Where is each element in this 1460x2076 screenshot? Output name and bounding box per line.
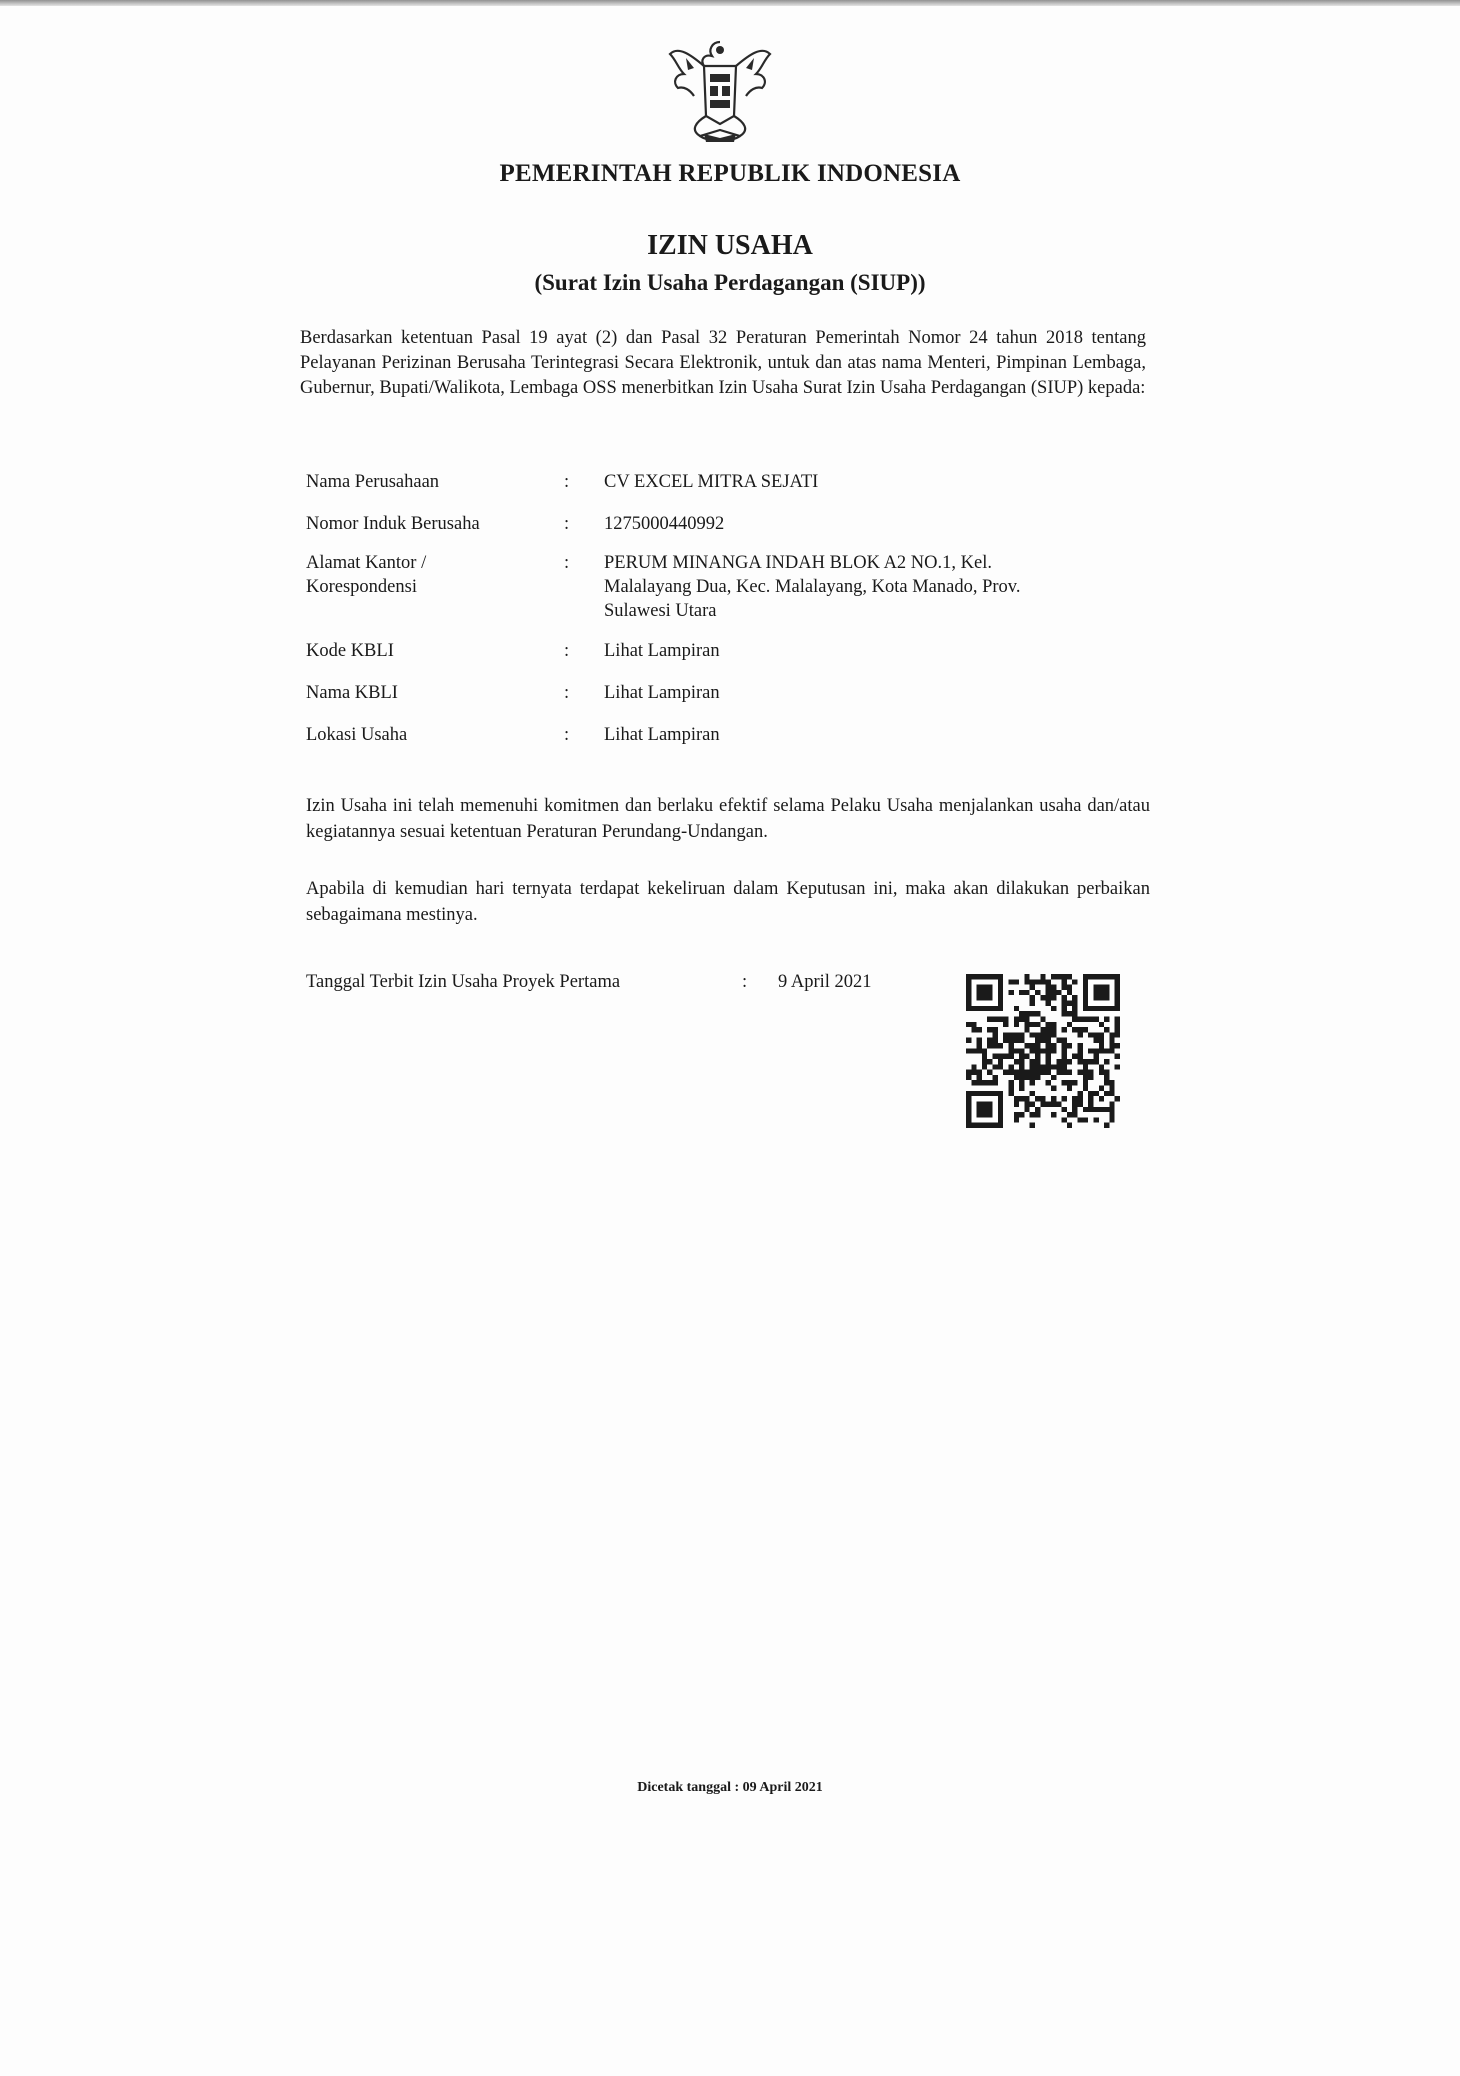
issue-date-value: 9 April 2021: [778, 972, 872, 992]
field-label: Lokasi Usaha: [306, 725, 408, 745]
print-date: Dicetak tanggal : 09 April 2021: [637, 1780, 823, 1795]
location-value: Lihat Lampiran: [604, 725, 720, 745]
address-label-line: Korespondensi: [306, 577, 417, 597]
validity-paragraph: Izin Usaha ini telah memenuhi komitmen dan berlaku efektif selama Pelaku Usaha menjalankan usaha dan/atau kegiatannya sesuai ketentuan Peraturan Perundang-Undangan.: [306, 796, 1150, 842]
document-subtitle: (Surat Izin Usaha Perdagangan (SIUP)): [534, 270, 926, 295]
issue-date-row: [306, 972, 872, 993]
kbli-name-value: Lihat Lampiran: [604, 683, 720, 703]
field-colon: :: [564, 725, 570, 745]
kbli-code-value: Lihat Lampiran: [604, 641, 720, 661]
business-details: [306, 470, 1146, 747]
field-row-nib: [306, 512, 1146, 536]
address-line: Malalayang Dua, Kec. Malalayang, Kota Manado, Prov.: [604, 577, 1021, 597]
field-row-kbli-name: [306, 681, 1146, 705]
field-row-kbli-code: [306, 639, 1146, 663]
nib-value: 1275000440992: [604, 514, 725, 534]
address-label-line: Alamat Kantor /: [306, 553, 427, 573]
field-colon: :: [564, 472, 570, 492]
field-label: Nama Perusahaan: [306, 472, 440, 492]
qr-code-icon: [966, 972, 1120, 1130]
government-title: PEMERINTAH REPUBLIK INDONESIA: [499, 160, 961, 187]
field-row-company-name: [306, 470, 1146, 494]
field-row-address: [306, 551, 1146, 623]
intro-paragraph: Berdasarkan ketentuan Pasal 19 ayat (2) dan Pasal 32 Peraturan Pemerintah Nomor 24 tahun 2018 tentang Pelayanan Perizinan Berusaha Terintegrasi Secara Elektronik, untuk dan atas nama Menteri, Pimpinan Lembaga, Gubernur, Bupati/Walikota, Lembaga OSS menerbitkan Izin Usaha Surat Izin Usaha Perdagangan (SIUP) kepada:: [300, 328, 1146, 398]
document-title: IZIN USAHA: [647, 230, 813, 261]
address-value: [604, 551, 1144, 623]
field-label: Nomor Induk Berusaha: [306, 514, 480, 534]
field-colon: :: [564, 553, 570, 573]
issue-date-colon: :: [742, 972, 748, 992]
field-colon: :: [564, 683, 570, 703]
field-row-location: [306, 723, 1146, 747]
issue-date-label: Tanggal Terbit Izin Usaha Proyek Pertama: [306, 972, 621, 992]
company-name-value: CV EXCEL MITRA SEJATI: [604, 472, 819, 492]
field-label: Nama KBLI: [306, 683, 398, 703]
scan-top-edge: [0, 0, 1460, 6]
garuda-emblem-icon: [660, 24, 780, 148]
field-label: Kode KBLI: [306, 641, 394, 661]
address-line: Sulawesi Utara: [604, 601, 717, 621]
address-line: PERUM MINANGA INDAH BLOK A2 NO.1, Kel.: [604, 553, 992, 573]
correction-paragraph: Apabila di kemudian hari ternyata terdapat kekeliruan dalam Keputusan ini, maka akan dilakukan perbaikan sebagaimana mestinya.: [306, 879, 1150, 925]
field-label: [306, 551, 564, 623]
field-colon: :: [564, 641, 570, 661]
field-colon: :: [564, 514, 570, 534]
